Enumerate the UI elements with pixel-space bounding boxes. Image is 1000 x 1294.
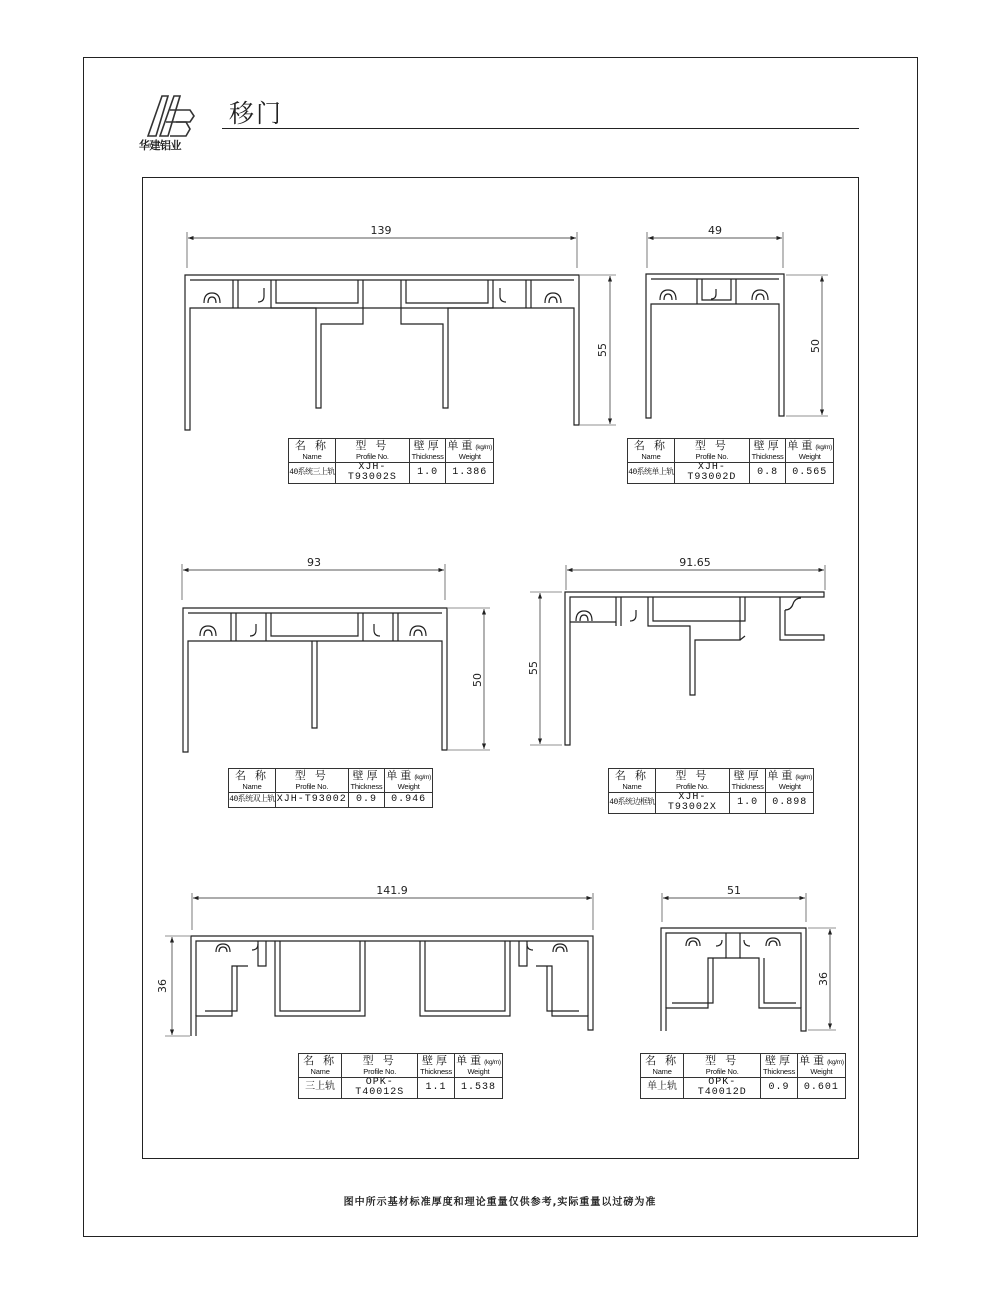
profile-5-width: 141.9 [376,884,408,897]
profile-name: 40系统三上轨 [289,463,336,484]
profile-1-height: 55 [596,343,609,357]
footer-note: 图中所示基材标准厚度和理论重量仅供参考,实际重量以过磅为准 [343,1197,657,1208]
profile-weight: 1.386 [446,463,494,484]
profile-6-height: 36 [817,972,830,986]
profile-weight: 0.601 [797,1078,845,1099]
profile-weight: 0.898 [766,793,814,814]
profile-number: OPK-T40012D [684,1078,761,1099]
profile-2-drawing [646,232,828,418]
profile-name: 40系统双上轨 [229,793,276,808]
profile-name: 40系统单上轨 [628,463,675,484]
spec-table: 名 称 Name 型 号 Profile No. 壁厚 Thickness 单重(kg/m) Weight 40系统三上轨 XJH-T93002S 1.0 1.386 [289,440,493,483]
profile-thickness: 0.9 [348,793,385,808]
profile-name: 单上轨 [641,1078,684,1099]
profile-name: 40系统边框轨 [609,793,656,814]
profile-1-width: 139 [370,224,392,237]
profile-3-width: 93 [307,556,321,569]
profile-number: XJH-T93002 [275,793,348,808]
profile-4-height: 55 [527,661,540,675]
spec-table: 名 称 Name 型 号 Profile No. 壁厚 Thickness 单重(kg/m) Weight 三上轨 OPK-T40012S 1.1 1.538 [298,1053,503,1099]
profile-thickness: 0.9 [761,1078,798,1099]
profile-2-width: 49 [708,224,722,237]
profile-weight: 1.538 [454,1078,502,1099]
profile-3-drawing [182,564,490,752]
profile-number: XJH-T93002S [335,463,409,484]
profile-thickness: 1.0 [729,793,766,814]
profile-1-drawing [185,232,616,430]
profile-3-height: 50 [471,673,484,687]
spec-table: 名 称 Name 型 号 Profile No. 壁厚 Thickness 单重(kg/m) Weight 40系统边框轨 XJH-T93002X 1.0 0.898 [609,770,813,813]
profile-2-height: 50 [809,339,822,353]
profile-weight: 0.565 [786,463,834,484]
profile-6-drawing [661,893,836,1031]
profile-5-height: 36 [156,979,169,993]
logo-text: 华建铝业 [139,139,181,152]
profile-number: OPK-T40012S [342,1078,418,1099]
spec-table: 名 称 Name 型 号 Profile No. 壁厚 Thickness 单重(kg/m) Weight 单上轨 OPK-T40012D 0.9 0.601 [640,1053,846,1099]
profile-4-width: 91.65 [679,556,711,569]
spec-table: 名 称 Name 型 号 Profile No. 壁厚 Thickness 单重(kg/m) Weight 40系统单上轨 XJH-T93002D 0.8 0.565 [628,440,832,483]
profile-weight: 0.946 [385,793,433,808]
profile-6-width: 51 [727,884,741,897]
page-title: 移门 [229,99,284,128]
profile-name: 三上轨 [299,1078,342,1099]
profile-thickness: 1.1 [418,1078,455,1099]
profile-number: XJH-T93002D [674,463,749,484]
spec-table: 名 称 Name 型 号 Profile No. 壁厚 Thickness 单重(kg/m) Weight 40系统双上轨 XJH-T93002 0.9 0.946 [228,768,433,808]
profile-4-drawing [530,565,825,745]
profile-thickness: 0.8 [749,463,786,484]
profile-5-drawing [165,893,593,1036]
profile-number: XJH-T93002X [655,793,729,814]
profile-thickness: 1.0 [409,463,446,484]
